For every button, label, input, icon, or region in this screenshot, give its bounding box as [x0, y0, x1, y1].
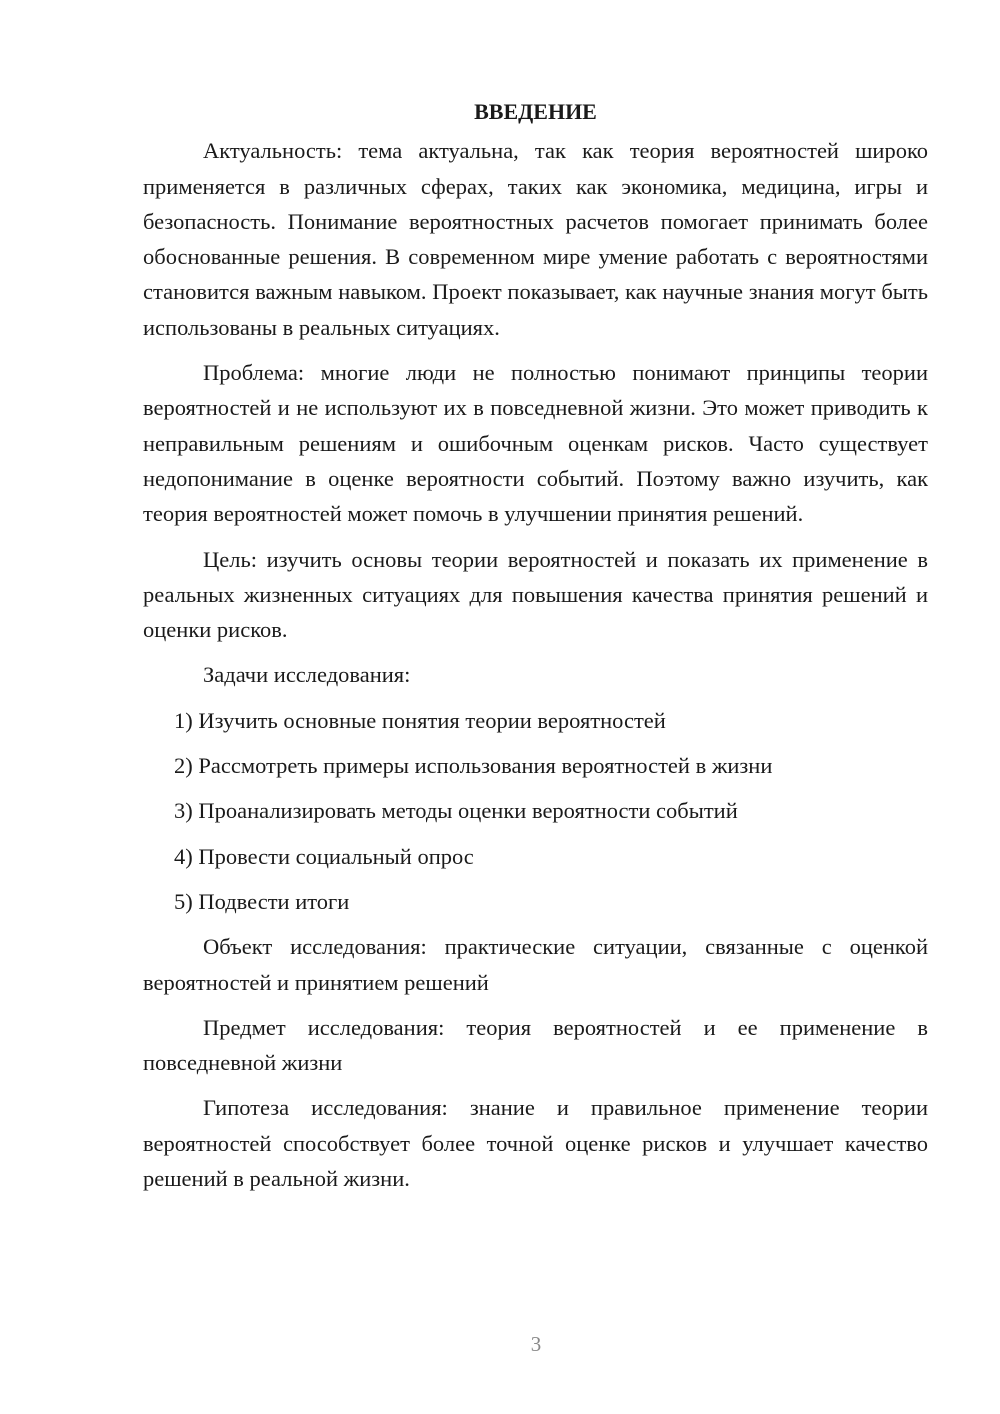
task-item: 1) Изучить основные понятия теории вероятностей	[174, 707, 666, 733]
section-heading: ВВЕДЕНИЕ	[474, 99, 597, 124]
paragraph-relevance: Актуальность: тема актуальна, так как теория вероятностей широко применяется в различных сферах, таких как экономика, медицина, игры и безопасность. Понимание вероятностных расчетов помогает принимать более обоснованные решения. В современном мире умение работать с вероятностями становится важным навыком. Проект показывает, как научные знания могут быть использованы в реальных ситуациях.	[143, 138, 928, 340]
task-item: 4) Провести социальный опрос	[174, 843, 474, 869]
paragraph-goal: Цель: изучить основы теории вероятностей и показать их применение в реальных жизненных ситуациях для повышения качества принятия решений и оценки рисков.	[143, 546, 928, 643]
paragraph-object: Объект исследования: практические ситуации, связанные с оценкой вероятностей и принятием решений	[143, 934, 928, 995]
paragraph-subject: Предмет исследования: теория вероятностей и ее применение в повседневной жизни	[143, 1014, 928, 1076]
paragraph-problem: Проблема: многие люди не полностью понимают принципы теории вероятностей и не используют их в повседневной жизни. Это может приводить к неправильным решениям и ошибочным оценкам рисков. Часто существует недопонимание в оценке вероятности событий. Поэтому важно изучить, как теория вероятностей может помочь в улучшении принятия решений.	[143, 360, 928, 527]
task-item: 5) Подвести итоги	[174, 888, 350, 914]
page-content	[143, 94, 928, 1206]
task-item: 2) Рассмотреть примеры использования вероятностей в жизни	[174, 753, 773, 779]
task-item: 3) Проанализировать методы оценки вероятности событий	[174, 798, 738, 824]
paragraph-hypothesis: Гипотеза исследования: знание и правильное применение теории вероятностей способствует более точной оценке рисков и улучшает качество решений в реальной жизни.	[143, 1095, 928, 1192]
page-number: 3	[530, 1332, 542, 1356]
tasks-title: Задачи исследования:	[203, 662, 411, 688]
